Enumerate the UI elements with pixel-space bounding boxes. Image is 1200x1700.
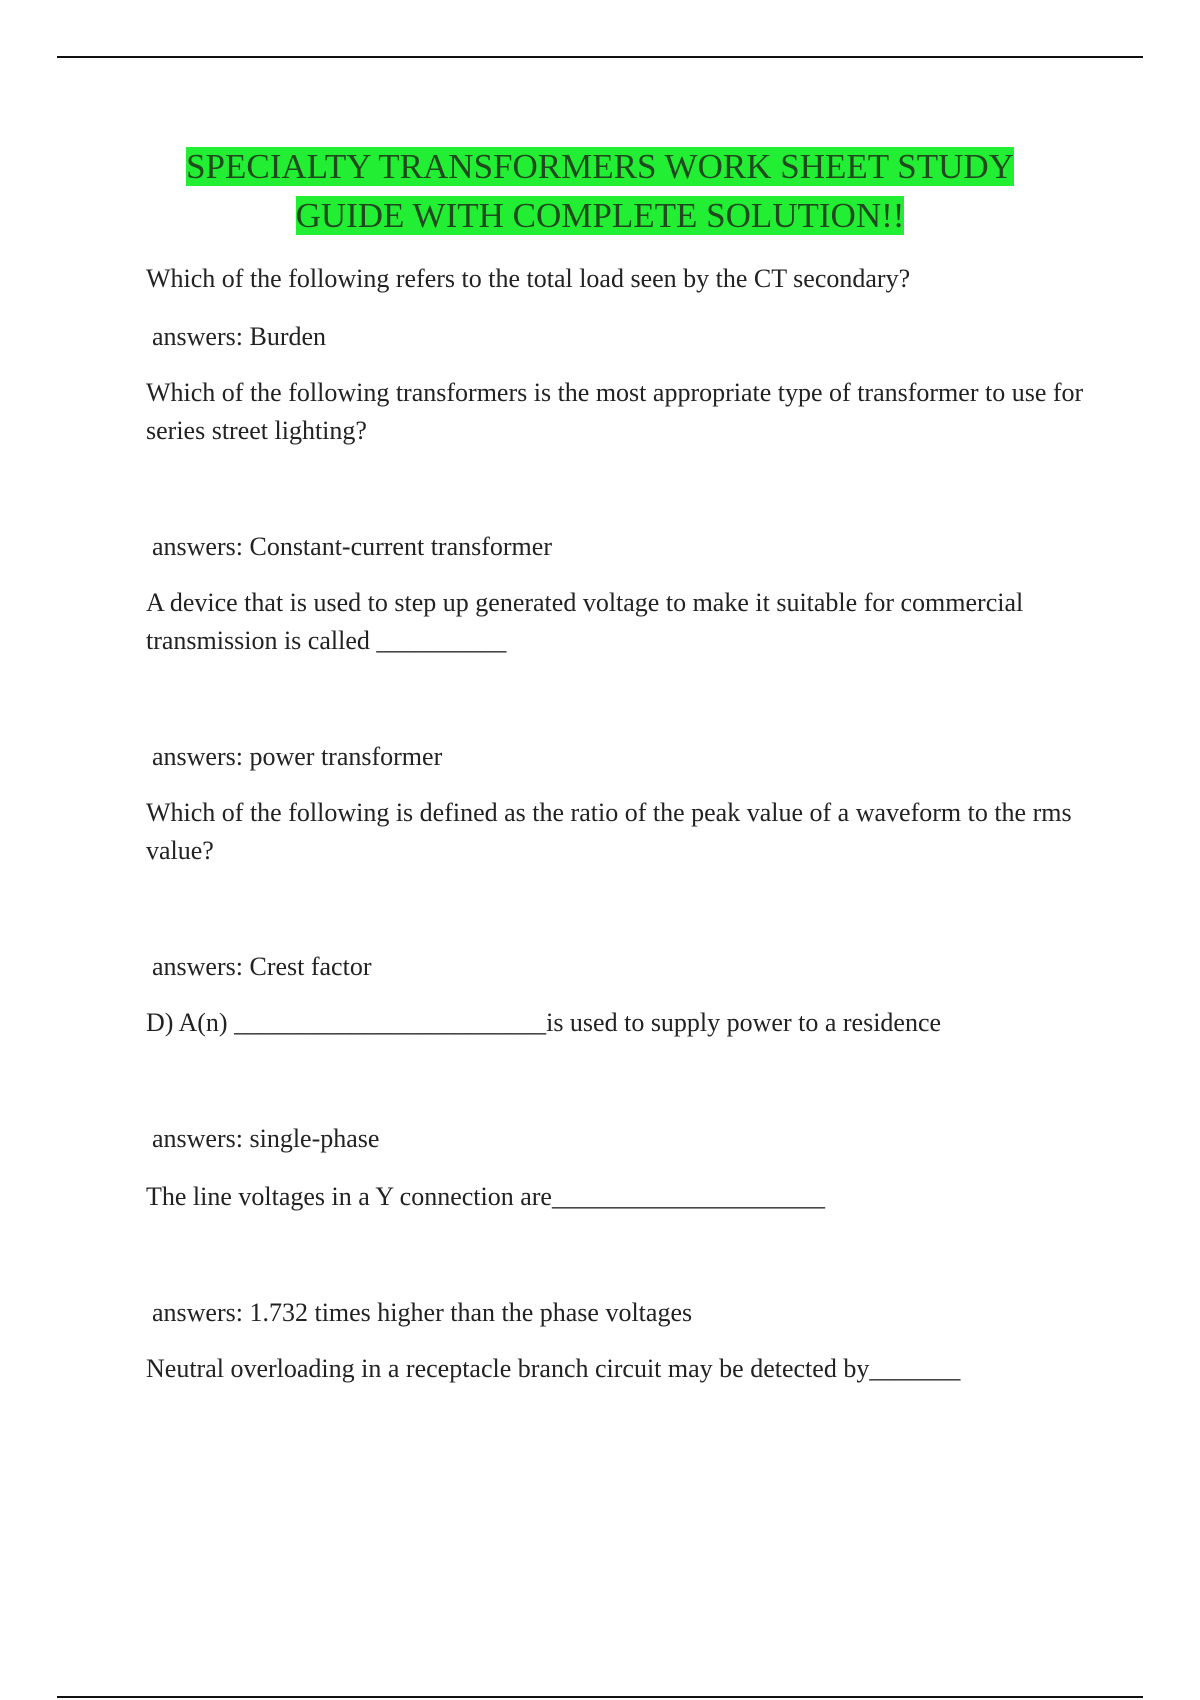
answer-1: answers: Burden bbox=[152, 322, 327, 351]
header-rule bbox=[57, 56, 1143, 58]
footer-rule bbox=[57, 1696, 1143, 1698]
question-4: Which of the following is defined as the ratio of the peak value of a waveform to the rms value? bbox=[146, 798, 1072, 865]
question-1: Which of the following refers to the total load seen by the CT secondary? bbox=[146, 264, 911, 293]
answer-6: answers: 1.732 times higher than the phase voltages bbox=[152, 1298, 693, 1327]
question-5: D) A(n) ________________________is used to supply power to a residence bbox=[146, 1008, 942, 1037]
document-title bbox=[0, 142, 1200, 240]
answer-4: answers: Crest factor bbox=[152, 952, 372, 981]
title-line-2: GUIDE WITH COMPLETE SOLUTION!! bbox=[295, 196, 905, 235]
answer-3: answers: power transformer bbox=[152, 742, 443, 771]
question-7: Neutral overloading in a receptacle branch circuit may be detected by_______ bbox=[146, 1354, 961, 1383]
question-3: A device that is used to step up generated voltage to make it suitable for commercial transmission is called __________ bbox=[146, 588, 1024, 655]
answer-2: answers: Constant-current transformer bbox=[152, 532, 552, 561]
question-6: The line voltages in a Y connection are_____________________ bbox=[146, 1182, 825, 1211]
title-line-1: SPECIALTY TRANSFORMERS WORK SHEET STUDY bbox=[186, 147, 1014, 186]
question-2: Which of the following transformers is the most appropriate type of transformer to use for series street lighting? bbox=[146, 378, 1084, 445]
answer-5: answers: single-phase bbox=[152, 1124, 380, 1153]
